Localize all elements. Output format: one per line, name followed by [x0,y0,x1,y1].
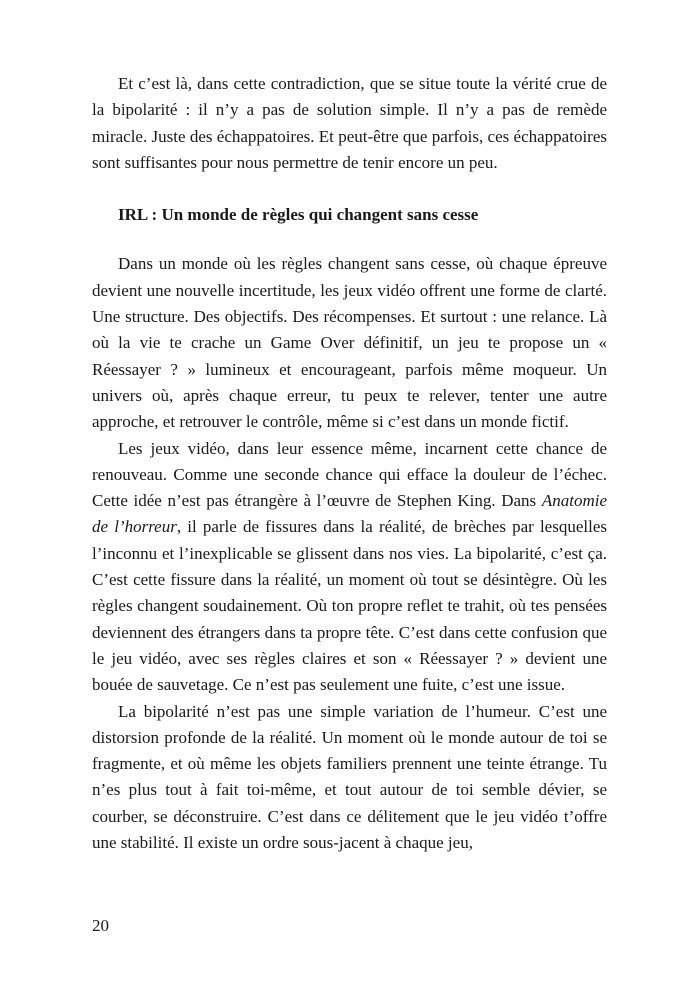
paragraph-3 [92,436,607,699]
page-body [92,71,607,856]
book-title: Anatomie de l’horreur [92,491,607,537]
paragraph-3-start: Les jeux vidéo, dans leur essence même, incarnent cette chance de renouveau. Comme une seconde chance qui efface la douleur de l’échec. Cette idée n’est pas étrangère à l’œuvre de Stephen King. Dans [92,438,607,511]
section-heading: IRL : Un monde de règles qui changent sans cesse [118,205,479,225]
paragraph-4: La bipolarité n’est pas une simple variation de l’humeur. C’est une distorsion profonde de la réalité. Un moment où le monde autour de toi se fragmente, et où même les objets familiers prennent une teinte étrange. Tu n’es plus tout à fait toi-même, et tout autour de toi semble dévier, se courber, se déconstruire. C’est dans ce délitement que le jeu vidéo t’offre une stabilité. Il existe un ordre sous-jacent à chaque jeu, [92,701,607,853]
paragraph-3-end: , il parle de fissures dans la réalité, de brèches par lesquelles l’inconnu et l’inexplicable se glissent dans nos vies. La bipolarité, c’est ça. C’est cette fissure dans la réalité, un moment où tout se désintègre. Où les règles changent soudainement. Où ton propre reflet te trahit, où tes pensées deviennent des étrangers dans ta propre tête. C’est dans cette confusion que le jeu vidéo, avec ses règles claires et son « Réessayer ? » devient une bouée de sauvetage. Ce n’est pas seulement une fuite, c’est une issue. [92,517,607,695]
paragraph-1: Et c’est là, dans cette contradiction, que se situe toute la vérité crue de la bipolarité : il n’y a pas de solution simple. Il n’y a pas de remède miracle. Juste des échappatoires. Et peut-être que parfois, ces échappatoires sont suffisantes pour nous permettre de tenir encore un peu. [92,74,607,172]
page-number: 20 [92,916,109,935]
paragraph-2: Dans un monde où les règles changent sans cesse, où chaque épreuve devient une nouvelle incertitude, les jeux vidéo offrent une forme de clarté. Une structure. Des objectifs. Des récompenses. Et surtout : une relance. Là où la vie te crache un Game Over définitif, un jeu te propose un « Réessayer ? » lumineux et encourageant, parfois même moqueur. Un univers où, après chaque erreur, tu peux te relever, tenter une autre approche, et retrouver le contrôle, même si c’est dans un monde fictif. [92,254,607,432]
